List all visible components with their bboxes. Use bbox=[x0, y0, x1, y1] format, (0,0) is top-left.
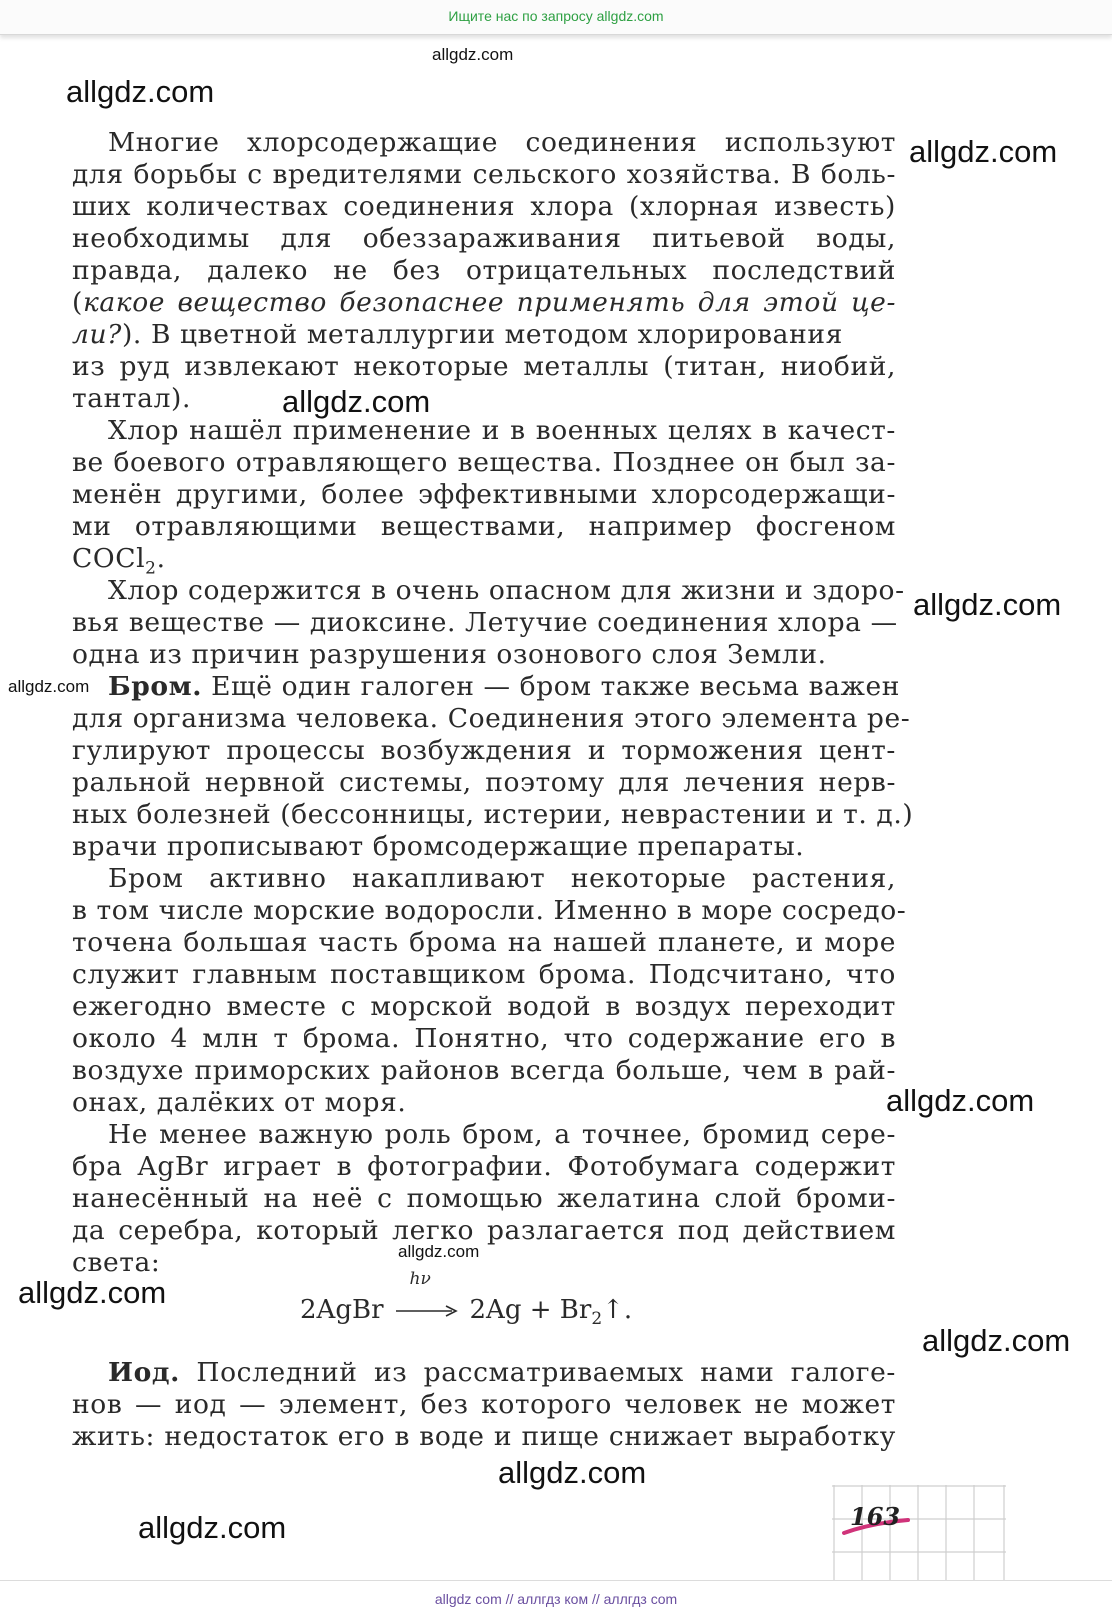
watermark: allgdz.com bbox=[909, 134, 1058, 169]
subscript: 2 bbox=[591, 1309, 603, 1330]
text-line: около 4 млн т брома. Понятно, что содержание его в bbox=[72, 1023, 896, 1054]
italic-question: ли? bbox=[72, 319, 122, 350]
reaction-formula bbox=[300, 1269, 633, 1330]
text-line bbox=[72, 319, 896, 351]
text-line bbox=[72, 671, 901, 703]
page-number-grid bbox=[832, 1485, 1006, 1585]
text-line: онах, далёких от моря. bbox=[72, 1087, 407, 1118]
watermark: allgdz.com bbox=[432, 45, 514, 64]
text-line bbox=[72, 287, 896, 319]
formula-cocl: COCl bbox=[72, 543, 146, 574]
text-fragment: ( bbox=[72, 287, 83, 318]
arrow-icon bbox=[396, 1304, 458, 1318]
text-line: нанесённый на неё с помощью желатина слой броми- bbox=[72, 1183, 896, 1214]
text-line: жить: недостаток его в воде и пище снижает выработку bbox=[72, 1421, 896, 1452]
text-fragment: . bbox=[156, 543, 166, 574]
text-line: менён другими, более эффективными хлорсодержащи- bbox=[72, 479, 896, 510]
section-heading-brom: Бром. bbox=[108, 671, 203, 702]
formula-tail: ↑. bbox=[602, 1295, 633, 1325]
text-line: бра AgBr играет в фотографии. Фотобумага содержит bbox=[72, 1151, 896, 1182]
text-line: ших количествах соединения хлора (хлорная известь) bbox=[72, 191, 896, 222]
text-line: для борьбы с вредителями сельского хозяйства. В боль- bbox=[72, 159, 896, 190]
text-line: вья веществе — диоксине. Летучие соединения хлора — bbox=[72, 607, 898, 638]
watermark: allgdz.com bbox=[498, 1455, 647, 1490]
watermark: allgdz.com bbox=[138, 1510, 287, 1545]
section-heading-iod: Иод. bbox=[108, 1357, 181, 1388]
footer-links[interactable]: allgdz com // аллгдз ком // аллгдз com bbox=[434, 1591, 678, 1607]
text-line: ми отравляющими веществами, например фосгеном bbox=[72, 511, 896, 542]
text-line: Бром активно накапливают некоторые растения, bbox=[108, 863, 896, 894]
top-banner-link[interactable]: Ищите нас по запросу allgdz.com bbox=[448, 8, 664, 24]
text-line: воздухе приморских районов всегда больше, чем в рай- bbox=[72, 1055, 896, 1086]
text-line: врачи прописывают бромсодержащие препараты. bbox=[72, 831, 805, 862]
italic-question: какое вещество безопаснее применять для этой це- bbox=[82, 287, 896, 318]
text-line: Хлор содержится в очень опасном для жизни и здоро- bbox=[108, 575, 905, 606]
watermark: allgdz.com bbox=[8, 677, 90, 696]
text-line: да серебра, который легко разлагается под действием bbox=[72, 1215, 896, 1246]
text-line: тантал). bbox=[72, 383, 191, 414]
watermark: allgdz.com bbox=[398, 1242, 480, 1261]
top-banner bbox=[0, 0, 1112, 35]
text-line: Многие хлорсодержащие соединения используют bbox=[108, 127, 896, 158]
text-line: из руд извлекают некоторые металлы (титан, ниобий, bbox=[72, 351, 896, 382]
watermark: allgdz.com bbox=[282, 384, 431, 419]
text-line: одна из причин разрушения озонового слоя Земли. bbox=[72, 639, 827, 670]
text-line: правда, далеко не без отрицательных последствий bbox=[72, 255, 896, 286]
text-line: ных болезней (бессонницы, истерии, неврастении и т. д.) bbox=[72, 799, 914, 830]
watermark: allgdz.com bbox=[18, 1275, 167, 1310]
text-line: для организма человека. Соединения этого элемента ре- bbox=[72, 703, 911, 734]
formula-reactant: 2AgBr bbox=[300, 1295, 384, 1325]
formula-products: 2Ag + Br bbox=[469, 1295, 592, 1325]
watermark: allgdz.com bbox=[886, 1083, 1035, 1118]
text-line: нов — иод — элемент, без которого человек не может bbox=[72, 1389, 896, 1420]
formula-condition: hν bbox=[409, 1269, 431, 1289]
text-line: служит главным поставщиком брома. Подсчитано, что bbox=[72, 959, 896, 990]
footer-bar bbox=[0, 1580, 1112, 1615]
subscript: 2 bbox=[145, 558, 157, 579]
text-line: Не менее важную роль бром, а точнее, бромид сере- bbox=[108, 1119, 896, 1150]
text-line: необходимы для обеззараживания питьевой воды, bbox=[72, 223, 896, 254]
text-line: ве боевого отравляющего вещества. Позднее он был за- bbox=[72, 447, 896, 478]
text-line: гулируют процессы возбуждения и торможения цент- bbox=[72, 735, 896, 766]
watermark: allgdz.com bbox=[922, 1323, 1071, 1358]
watermark: allgdz.com bbox=[913, 587, 1062, 622]
text-line: света: bbox=[72, 1247, 161, 1278]
text-line: ежегодно вместе с морской водой в воздух переходит bbox=[72, 991, 896, 1022]
text-line: точена большая часть брома на нашей планете, и море bbox=[72, 927, 896, 958]
watermark: allgdz.com bbox=[66, 74, 215, 109]
reaction-arrow bbox=[396, 1269, 458, 1325]
page-number: 163 bbox=[850, 1502, 901, 1531]
text-fragment: Последний из рассматриваемых нами галоге- bbox=[180, 1357, 896, 1388]
text-line: Хлор нашёл применение и в военных целях в качест- bbox=[108, 415, 896, 446]
text-fragment: ). В цветной металлургии методом хлорирования bbox=[121, 319, 843, 350]
text-fragment: Ещё один галоген — бром также весьма важен bbox=[202, 671, 901, 702]
text-line: в том числе морские водоросли. Именно в море сосредо- bbox=[72, 895, 907, 926]
text-line bbox=[72, 1357, 896, 1389]
text-line: ральной нервной системы, поэтому для лечения нерв- bbox=[72, 767, 896, 798]
